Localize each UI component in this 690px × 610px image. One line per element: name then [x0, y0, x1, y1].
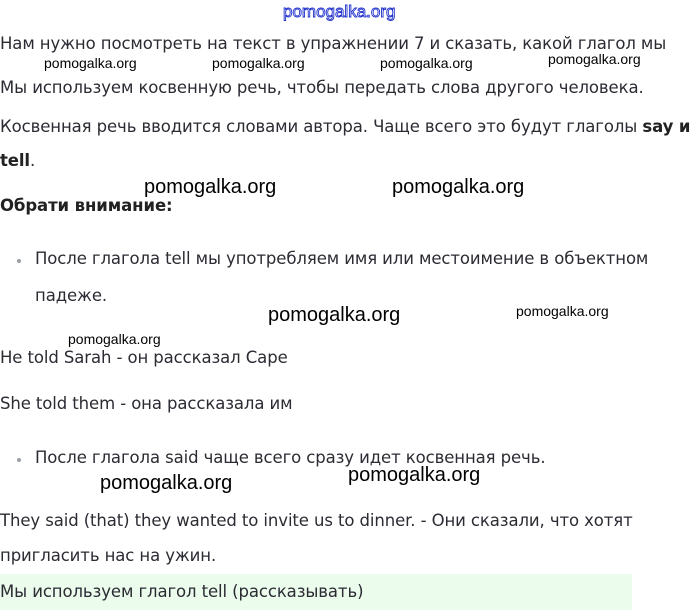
example-told-sarah: He told Sarah - он рассказал Саре [0, 348, 288, 367]
bullet-dot [17, 259, 21, 263]
example-said-line-2: пригласить нас на ужин. [0, 546, 217, 565]
watermark-large: pomogalka.org [268, 304, 401, 326]
paragraph-verbs-text: Косвенная речь вводится словами автора. Чаще всего это будут глаголы [0, 117, 643, 136]
watermark-large: pomogalka.org [144, 176, 277, 198]
watermark-small: pomogalka.org [44, 55, 137, 71]
watermark-top: pomogalka.org [283, 2, 396, 21]
example-told-them: She told them - она рассказала им [0, 394, 293, 413]
paragraph-verbs [0, 116, 690, 138]
period: . [30, 151, 36, 170]
paragraph-intro: Нам нужно посмотреть на текст в упражнении 7 и сказать, какой глагол мы [0, 34, 667, 53]
answer-text: Мы используем глагол tell (рассказывать) [0, 582, 364, 601]
example-said-line-1: They said (that) they wanted to invite us to dinner. - Они сказали, что хотят [0, 511, 633, 530]
watermark-large: pomogalka.org [348, 464, 481, 486]
watermark-small: pomogalka.org [548, 51, 641, 67]
paragraph-reported-speech: Мы используем косвенную речь, чтобы передать слова другого человека. [0, 78, 644, 97]
watermark-small: pomogalka.org [68, 331, 161, 347]
watermark-large: pomogalka.org [100, 472, 233, 494]
bullet-2-line-1: После глагола said чаще всего сразу идет косвенная речь. [35, 448, 546, 467]
keyword-say: say и [642, 117, 690, 136]
watermark-large: pomogalka.org [392, 176, 525, 198]
watermark-small: pomogalka.org [516, 303, 609, 319]
watermark-small: pomogalka.org [212, 55, 305, 71]
bullet-1-line-1: После глагола tell мы употребляем имя или местоимение в объектном [35, 249, 649, 268]
keyword-tell: tell [0, 151, 30, 170]
note-heading: Обрати внимание: [0, 196, 173, 215]
bullet-1-line-2: падеже. [35, 286, 108, 305]
paragraph-verbs-cont [0, 150, 35, 172]
watermark-small: pomogalka.org [380, 55, 473, 71]
bullet-dot [17, 458, 21, 462]
